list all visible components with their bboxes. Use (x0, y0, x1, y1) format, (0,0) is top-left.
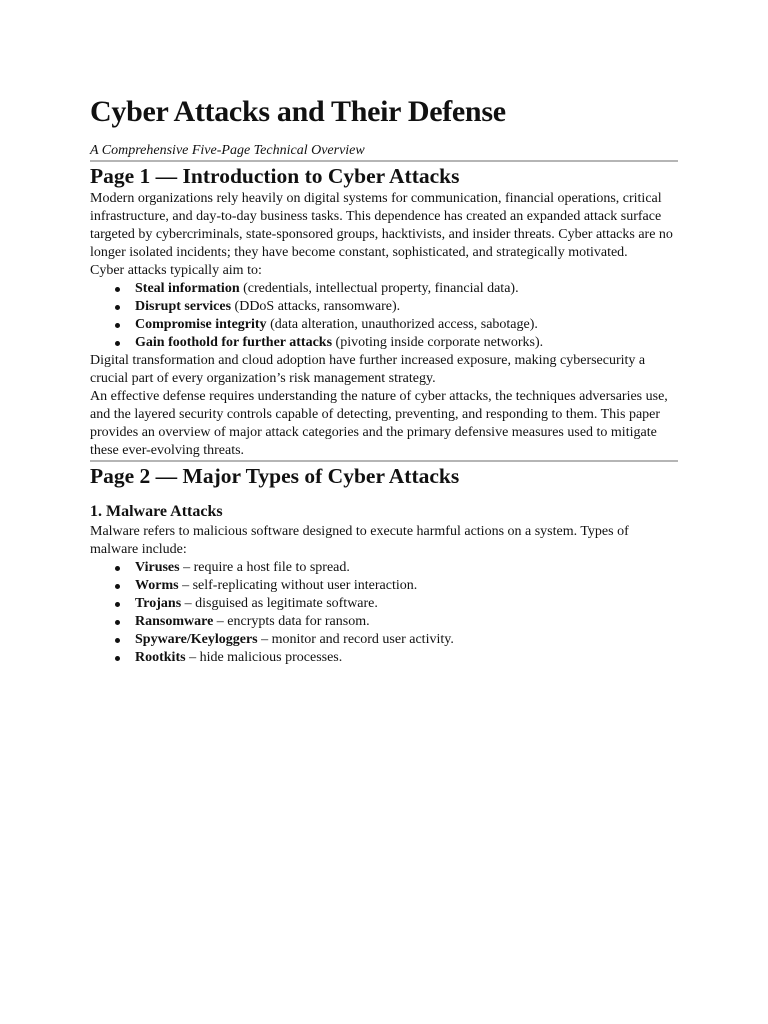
page1-paragraph-1: Modern organizations rely heavily on digital systems for communication, financial operations, critical infrastructure, and day-to-day business tasks. This dependence has created an expanded attack surface targeted by cybercriminals, state-sponsored groups, hacktivists, and insider threats. Cyber attacks are no longer isolated incidents; they have become constant, sophisticated, and strategically motivated. (90, 191, 673, 260)
page1-paragraph-3: Digital transformation and cloud adoption have further increased exposure, making cybersecurity a crucial part of every organization’s risk management strategy. (90, 353, 646, 386)
list-item-description: – hide malicious processes. (185, 650, 343, 665)
page1-paragraph-2: Cyber attacks typically aim to: (90, 263, 262, 278)
list-item-description: – disguised as legitimate software. (181, 596, 378, 611)
list-item-term: Worms (135, 578, 179, 593)
malware-subheading: 1. Malware Attacks (90, 503, 223, 520)
list-item-term: Disrupt services (135, 299, 232, 314)
list-item-description: (credentials, intellectual property, financial data). (239, 281, 519, 296)
aims-list (90, 280, 678, 352)
list-item-term: Gain foothold for further attacks (135, 335, 333, 350)
list-item-term: Spyware/Keyloggers (135, 632, 258, 647)
list-item-term: Ransomware (135, 614, 214, 629)
list-item-description: – self-replicating without user interaction. (178, 578, 418, 593)
list-item (135, 613, 678, 631)
list-item (135, 559, 678, 577)
list-item-description: (DDoS attacks, ransomware). (231, 299, 401, 314)
list-item-description: (pivoting inside corporate networks). (332, 335, 544, 350)
list-item (135, 595, 678, 613)
page2-heading: Page 2 — Major Types of Cyber Attacks (90, 464, 460, 488)
list-item-term: Compromise integrity (135, 317, 267, 332)
list-item (135, 316, 678, 334)
list-item (135, 631, 678, 649)
list-item-term: Rootkits (135, 650, 186, 665)
list-item-term: Trojans (135, 596, 182, 611)
page1-heading: Page 1 — Introduction to Cyber Attacks (90, 164, 460, 188)
document-title: Cyber Attacks and Their Defense (90, 95, 506, 128)
document-subtitle: A Comprehensive Five-Page Technical Overview (90, 143, 365, 158)
malware-types-list (90, 559, 678, 667)
list-item-description: – require a host file to spread. (179, 560, 350, 575)
page1-paragraph-4: An effective defense requires understanding the nature of cyber attacks, the techniques adversaries use, and the layered security controls capable of detecting, preventing, and responding to them. This paper provides an overview of major attack categories and the primary defensive measures used to mitigate these ever-evolving threats. (90, 389, 668, 458)
list-item (135, 577, 678, 595)
list-item-description: – encrypts data for ransom. (213, 614, 370, 629)
list-item-description: (data alteration, unauthorized access, sabotage). (266, 317, 538, 332)
list-item-term: Steal information (135, 281, 240, 296)
list-item (135, 334, 678, 352)
list-item-description: – monitor and record user activity. (257, 632, 454, 647)
list-item (135, 280, 678, 298)
page2-paragraph-1: Malware refers to malicious software designed to execute harmful actions on a system. Types of malware include: (90, 524, 629, 557)
list-item (135, 649, 678, 667)
list-item-term: Viruses (135, 560, 180, 575)
list-item (135, 298, 678, 316)
